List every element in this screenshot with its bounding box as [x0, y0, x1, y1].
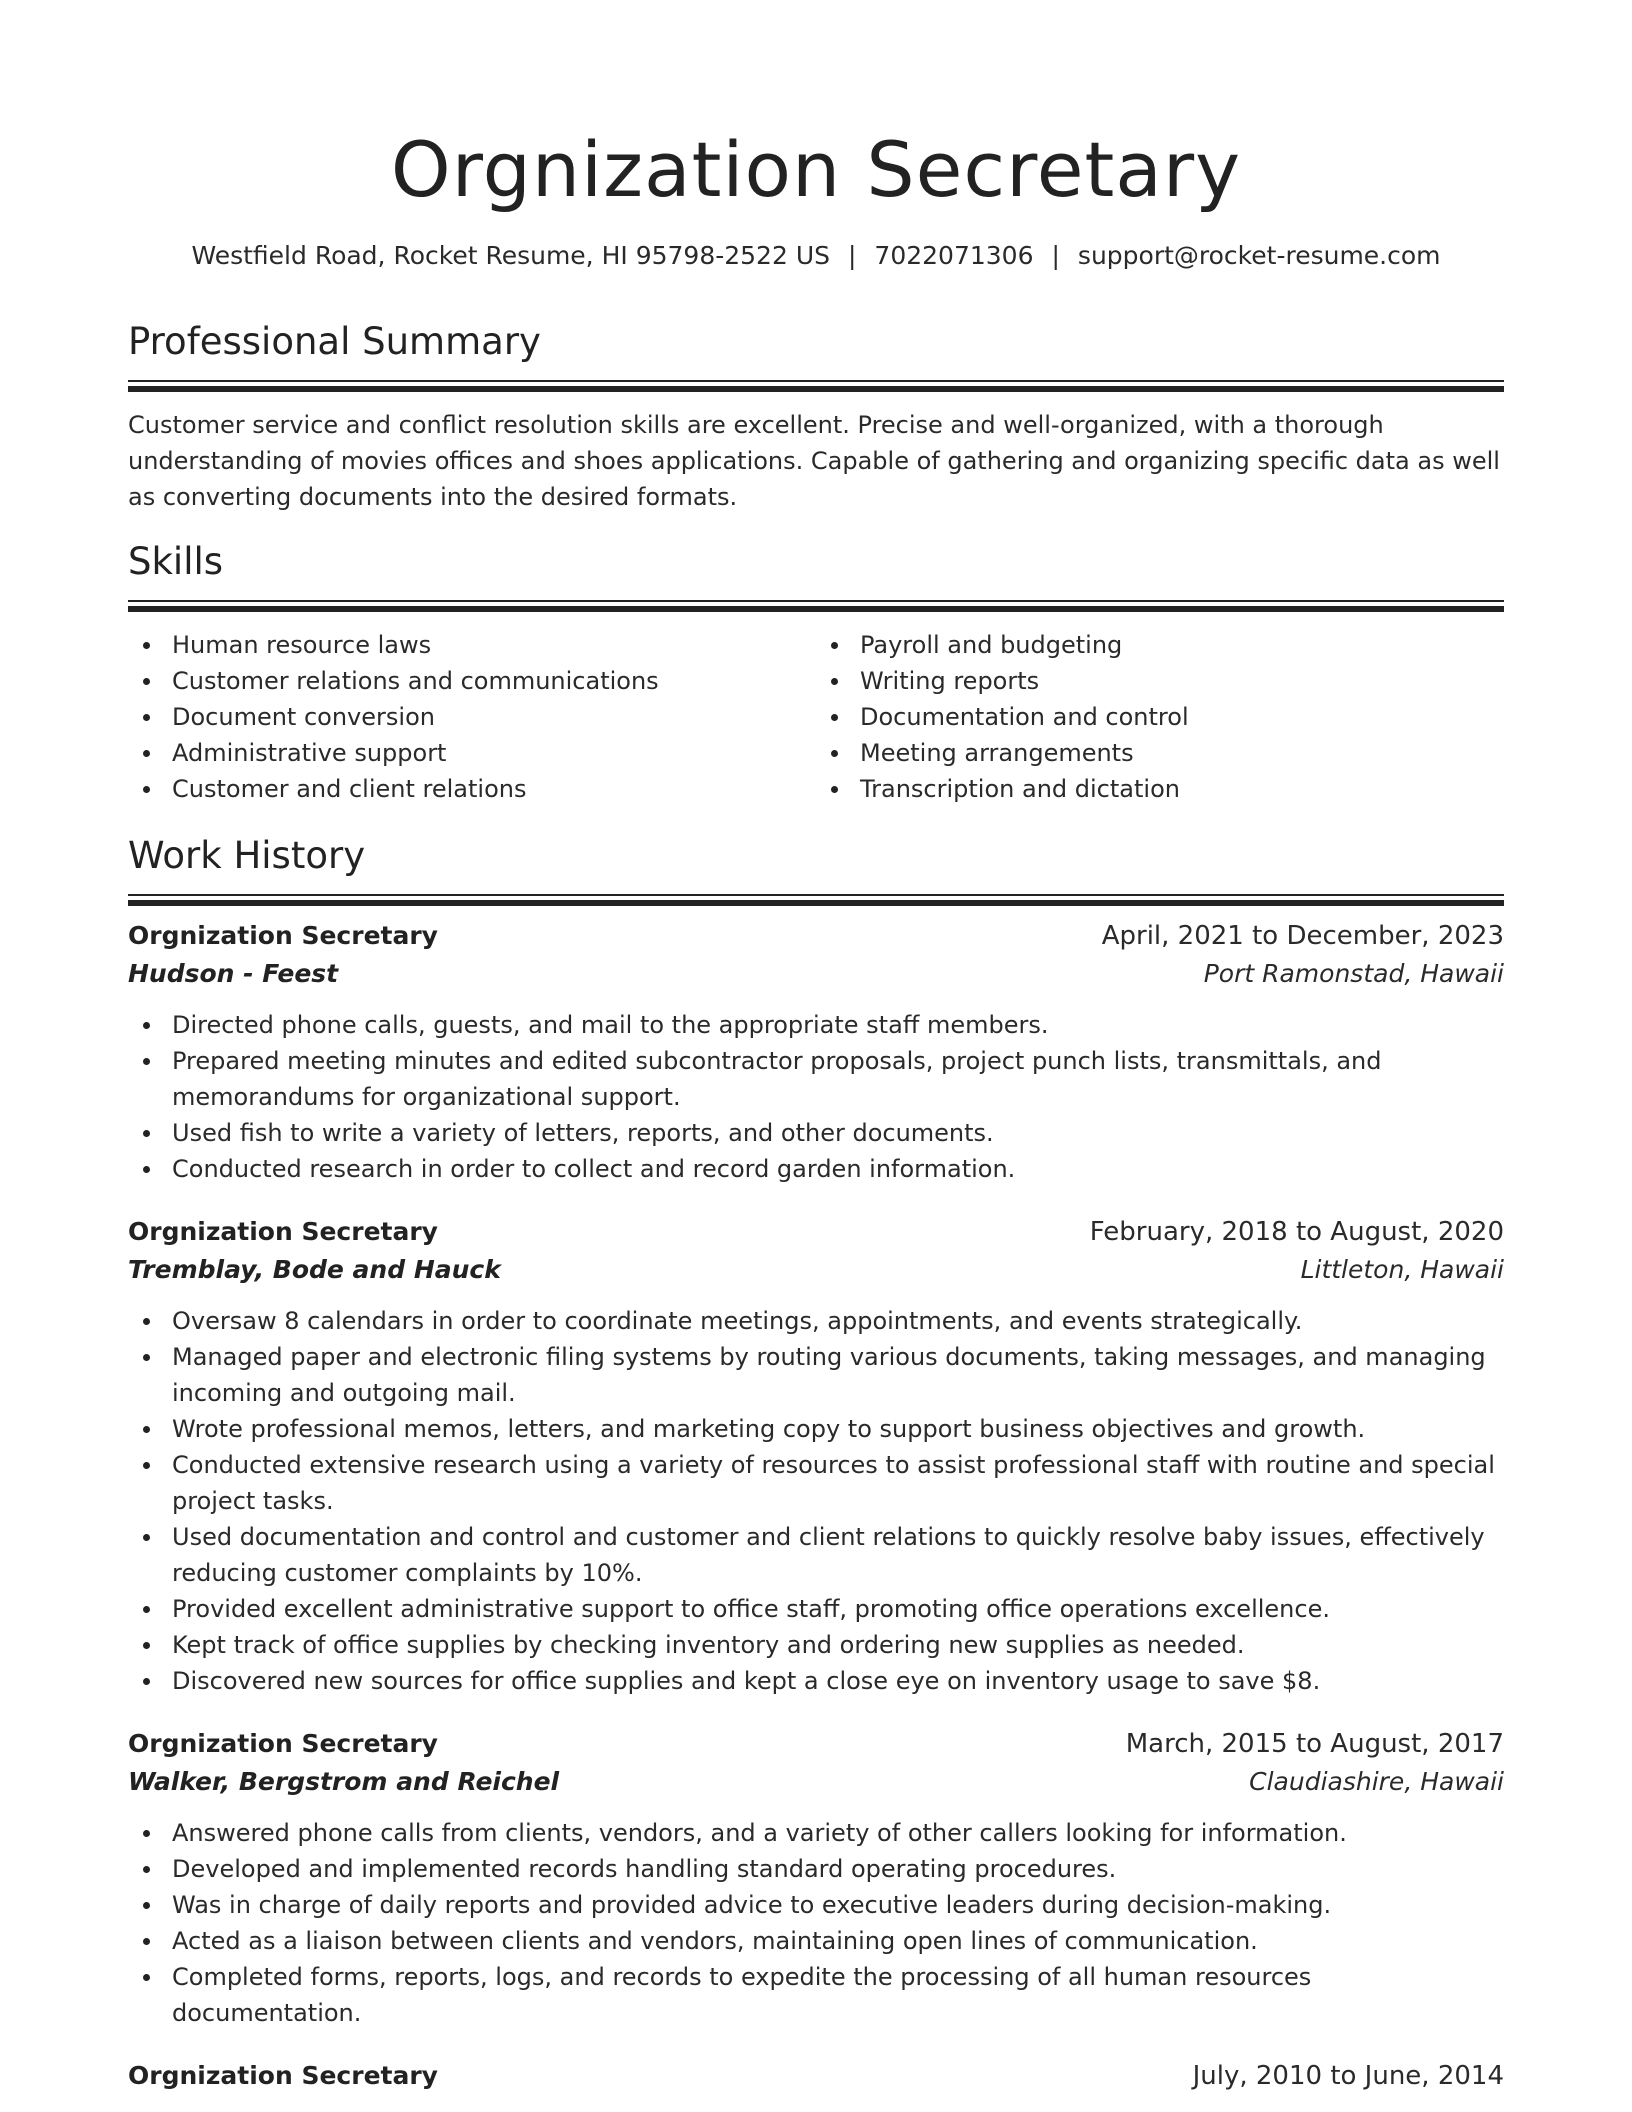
job-title: Orgnization Secretary — [128, 1217, 438, 1246]
skill-item: Customer and client relations — [172, 771, 816, 807]
job-bullet: Prepared meeting minutes and edited subcontractor proposals, project punch lists, transmittals, and memorandums for organizational support. — [172, 1043, 1504, 1115]
skill-item: Administrative support — [172, 735, 816, 771]
job-bullet: Conducted extensive research using a variety of resources to assist professional staff with routine and special project tasks. — [172, 1447, 1504, 1519]
job-bullets — [128, 1007, 1504, 1187]
job-bullets — [128, 1815, 1504, 2031]
job-bullet: Managed paper and electronic filing systems by routing various documents, taking messages, and managing incoming and outgoing mail. — [172, 1339, 1504, 1411]
job-entry — [128, 1725, 1504, 2031]
job-title: Orgnization Secretary — [128, 1729, 438, 1758]
job-bullet: Acted as a liaison between clients and vendors, maintaining open lines of communication. — [172, 1923, 1504, 1959]
contact-separator: | — [847, 241, 857, 270]
job-header-row — [128, 917, 1504, 955]
job-dates: February, 2018 to August, 2020 — [1089, 1217, 1504, 1247]
work-history-section — [128, 832, 1504, 2095]
job-bullet: Conducted research in order to collect and record garden information. — [172, 1151, 1504, 1187]
skill-item: Human resource laws — [172, 627, 816, 663]
job-entry — [128, 2057, 1504, 2095]
job-title: Orgnization Secretary — [128, 2061, 438, 2090]
job-company: Walker, Bergstrom and Reichel — [128, 1767, 560, 1796]
skill-item: Transcription and dictation — [860, 771, 1504, 807]
job-bullets — [128, 1303, 1504, 1699]
contact-email: support@rocket-resume.com — [1077, 241, 1441, 270]
job-company-row — [128, 1763, 1504, 1801]
skills-columns — [128, 627, 1504, 807]
section-divider — [128, 894, 1504, 905]
job-dates: March, 2015 to August, 2017 — [1125, 1729, 1504, 1759]
job-company-row — [128, 955, 1504, 993]
skill-item: Meeting arrangements — [860, 735, 1504, 771]
job-bullet: Discovered new sources for office supplies and kept a close eye on inventory usage to save $8. — [172, 1663, 1504, 1699]
job-header-row — [128, 1725, 1504, 1763]
section-heading-skills: Skills — [128, 540, 224, 583]
section-heading-summary: Professional Summary — [128, 320, 541, 363]
section-heading-work-history: Work History — [128, 834, 366, 877]
job-dates: April, 2021 to December, 2023 — [1101, 921, 1504, 951]
skills-section — [128, 538, 1504, 807]
contact-address: Westfield Road, Rocket Resume, HI 95798-2522 US — [191, 241, 830, 270]
skill-item: Customer relations and communications — [172, 663, 816, 699]
skill-item: Documentation and control — [860, 699, 1504, 735]
job-header-row — [128, 1213, 1504, 1251]
job-dates: July, 2010 to June, 2014 — [1192, 2061, 1504, 2091]
job-bullet: Oversaw 8 calendars in order to coordinate meetings, appointments, and events strategically. — [172, 1303, 1504, 1339]
contact-separator: | — [1051, 241, 1060, 270]
job-bullet: Directed phone calls, guests, and mail to the appropriate staff members. — [172, 1007, 1504, 1043]
job-bullet: Wrote professional memos, letters, and marketing copy to support business objectives and growth. — [172, 1411, 1504, 1447]
contact-phone: 7022071306 — [874, 241, 1034, 270]
job-bullet: Used documentation and control and customer and client relations to quickly resolve baby issues, effectively reducing customer complaints by 10%. — [172, 1519, 1504, 1591]
job-company: Tremblay, Bode and Hauck — [128, 1255, 501, 1284]
skill-item: Payroll and budgeting — [860, 627, 1504, 663]
job-bullet: Was in charge of daily reports and provided advice to executive leaders during decision-making. — [172, 1887, 1504, 1923]
skill-item: Document conversion — [172, 699, 816, 735]
job-bullet: Used fish to write a variety of letters, reports, and other documents. — [172, 1115, 1504, 1151]
contact-line — [128, 238, 1504, 274]
candidate-name: Orgnization Secretary — [390, 125, 1242, 214]
job-location: Littleton, Hawaii — [1300, 1255, 1504, 1284]
job-bullet: Completed forms, reports, logs, and records to expedite the processing of all human resources documentation. — [172, 1959, 1504, 2031]
skills-list-right — [816, 627, 1504, 807]
job-bullet: Developed and implemented records handling standard operating procedures. — [172, 1851, 1504, 1887]
summary-text: Customer service and conflict resolution skills are excellent. Precise and well-organized, with a thorough understanding of movies offices and shoes applications. Capable of gathering and organizing specific data as well as converting documents into the desired formats. — [128, 411, 1500, 511]
job-location: Claudiashire, Hawaii — [1249, 1767, 1504, 1796]
job-entry — [128, 1213, 1504, 1699]
job-company: Hudson - Feest — [128, 959, 339, 988]
section-divider — [128, 380, 1504, 391]
section-divider — [128, 600, 1504, 611]
job-entry — [128, 917, 1504, 1187]
skill-item: Writing reports — [860, 663, 1504, 699]
skills-list-left — [128, 627, 816, 807]
job-bullet: Provided excellent administrative support to office staff, promoting office operations excellence. — [172, 1591, 1504, 1627]
job-title: Orgnization Secretary — [128, 921, 438, 950]
job-bullet: Kept track of office supplies by checking inventory and ordering new supplies as needed. — [172, 1627, 1504, 1663]
job-company-row — [128, 1251, 1504, 1289]
job-location: Port Ramonstad, Hawaii — [1203, 959, 1504, 988]
job-bullet: Answered phone calls from clients, vendors, and a variety of other callers looking for information. — [172, 1815, 1504, 1851]
job-header-row — [128, 2057, 1504, 2095]
summary-section — [128, 318, 1504, 515]
